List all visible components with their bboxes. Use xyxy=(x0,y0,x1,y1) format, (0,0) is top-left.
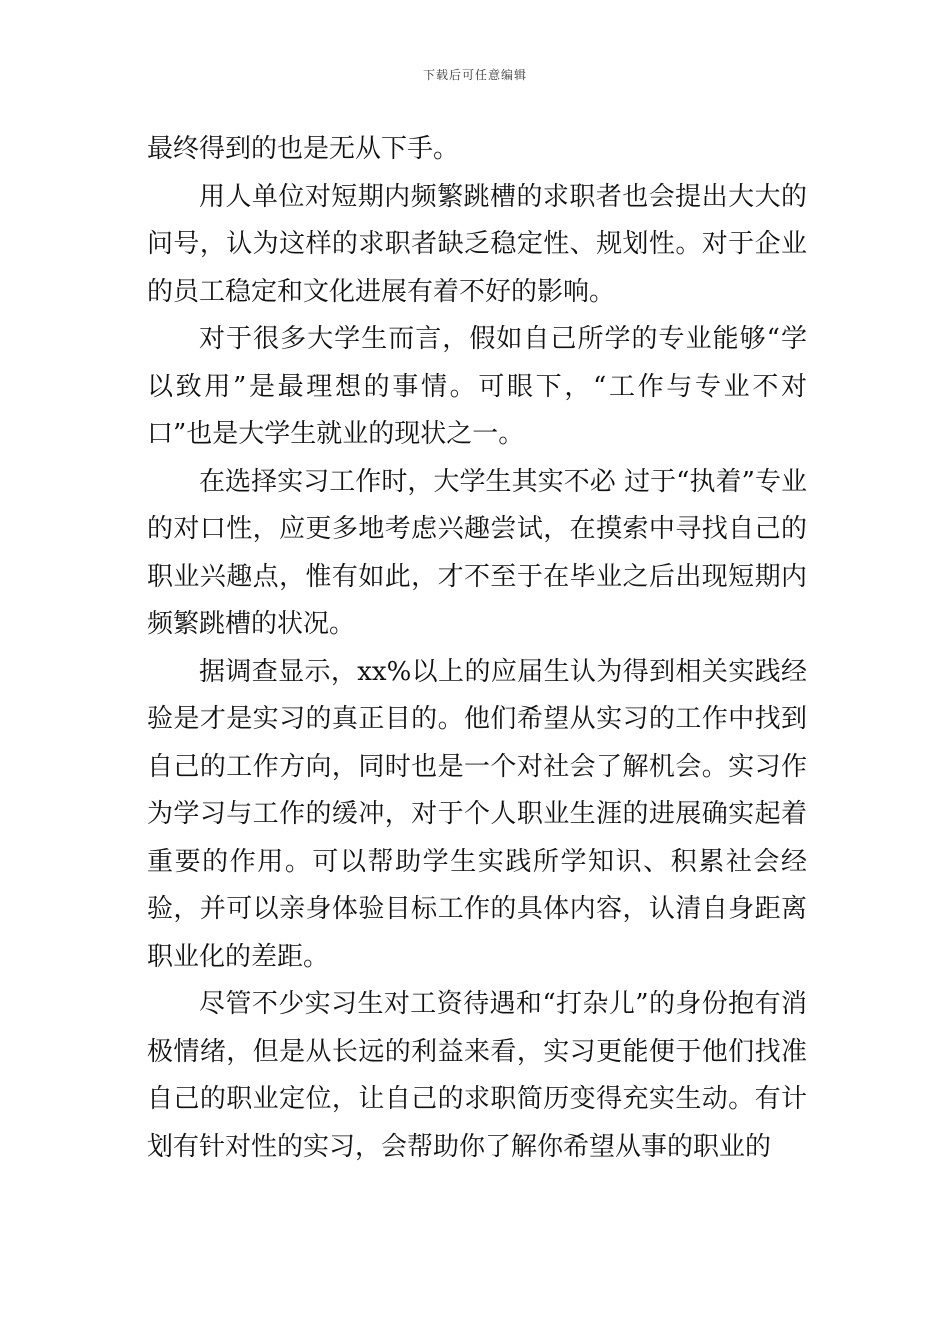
paragraph-4: 在选择实习工作时，大学生其实不必 过于“执着”专业的对口性，应更多地考虑兴趣尝试，在摸索中寻找自己的职业兴趣点，惟有如此，才不至于在毕业之后出现短期内频繁跳槽的状况。 xyxy=(147,466,807,639)
paragraph-1: 最终得到的也是无从下手。 xyxy=(147,134,460,164)
paragraph-2: 用人单位对短期内频繁跳槽的求职者也会提出大大的问号，认为这样的求职者缺乏稳定性、规划性。对于企业的员工稳定和文化进展有着不好的影响。 xyxy=(147,181,807,307)
document-body xyxy=(147,126,807,1171)
paragraph-5: 据调查显示，xx%以上的应届生认为得到相关实践经验是才是实习的真正目的。他们希望从实习的工作中找到自己的工作方向，同时也是一个对社会了解机会。实习作为学习与工作的缓冲，对于个人职业生涯的进展确实起着重要的作用。可以帮助学生实践所学知识、积累社会经验，并可以亲身体验目标工作的具体内容，认清自身距离职业化的差距。 xyxy=(147,656,807,972)
paragraph-6: 尽管不少实习生对工资待遇和“打杂儿”的身份抱有消极情绪，但是从长远的利益来看，实习更能便于他们找准自己的职业定位，让自己的求职简历变得充实生动。有计划有针对性的实习，会帮助你了解你希望从事的职业的 xyxy=(147,989,807,1162)
header-note: 下载后可任意编辑 xyxy=(422,68,527,82)
paragraph-3: 对于很多大学生而言，假如自己所学的专业能够“学以致用”是最理想的事情。可眼下，“工作与专业不对口”也是大学生就业的现状之一。 xyxy=(147,324,807,449)
